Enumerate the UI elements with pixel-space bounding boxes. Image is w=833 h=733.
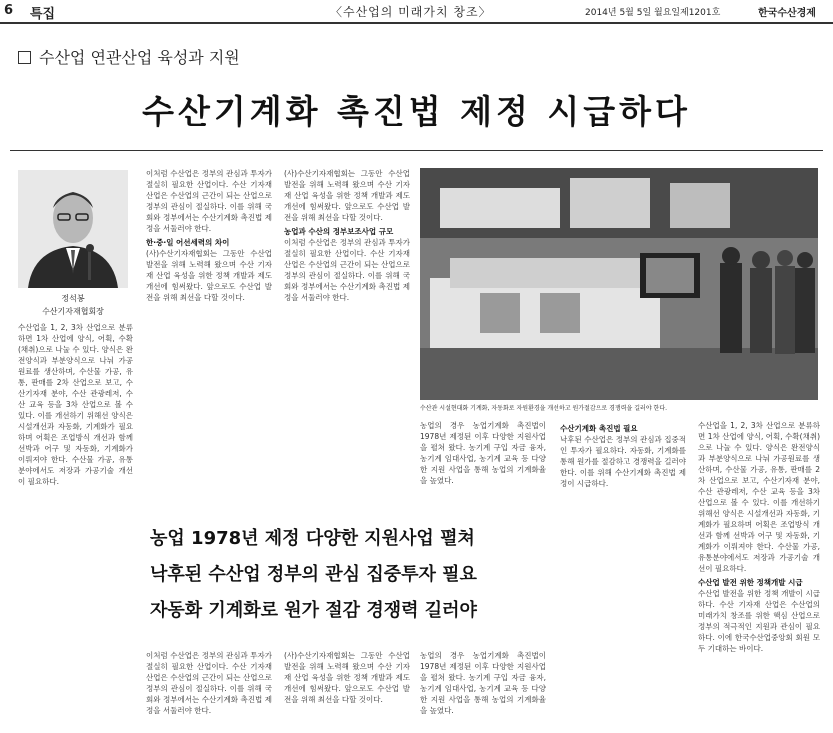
- masthead-logo: 한국수산경제: [758, 8, 816, 19]
- column-2-lower-text: 이처럼 수산업은 정부의 관심과 투자가 절실히 필요한 산업이다. 수산 기자재 산업은 수산업의 근간이 되는 산업으로 정부의 관심이 절실하다. 이를 위해 국회와 정부에서는 수산기계화 촉진법 제정을 서둘러야 한다.: [146, 651, 272, 715]
- column-3-text-b: 이처럼 수산업은 정부의 관심과 투자가 절실히 필요한 산업이다. 수산 기자재 산업은 수산업의 근간이 되는 산업으로 정부의 관심이 절실하다. 이를 위해 국회와 정부에서는 수산기계화 촉진법 제정을 서둘러야 한다.: [284, 238, 410, 302]
- section-label: 특집: [30, 7, 56, 22]
- article-column-2-lower: [146, 650, 272, 730]
- column-3-text: (사)수산기자재협회는 그동안 수산업 발전을 위해 노력해 왔으며 수산 기자재 산업 육성을 위한 정책 개발과 제도 개선에 힘써왔다. 앞으로도 수산업 발전을 위해 최선을 다할 것이다.: [284, 169, 410, 222]
- exhibition-photo: [420, 168, 818, 400]
- column-4-lower-text: 농업의 경우 농업기계화 촉진법이 1978년 제정된 이후 다양한 지원사업을 펼쳐 왔다. 농기계 구입 자금 융자, 농기계 임대사업, 농기계 교육 등 다양한 지원 사업을 통해 농업의 기계화율을 높였다.: [420, 651, 546, 715]
- column-6-subhead: 수산업 발전 위한 정책개발 시급: [698, 578, 803, 587]
- column-2-subhead: 한·중·일 어선세력의 차이: [146, 238, 230, 247]
- article-column-2: [146, 168, 272, 513]
- column-4-text: 농업의 경우 농업기계화 촉진법이 1978년 제정된 이후 다양한 지원사업을 펼쳐 왔다. 농기계 구입 자금 융자, 농기계 임대사업, 농기계 교육 등 다양한 지원 사업을 통해 농업의 기계화율을 높였다.: [420, 421, 546, 485]
- column-3-lower-text: (사)수산기자재협회는 그동안 수산업 발전을 위해 노력해 왔으며 수산 기자재 산업 육성을 위한 정책 개발과 제도 개선에 힘써왔다. 앞으로도 수산업 발전을 위해 최선을 다할 것이다.: [284, 651, 410, 704]
- page-number: 6: [4, 3, 14, 18]
- series-title: 〈수산업의 미래가치 창조〉: [330, 5, 492, 19]
- column-5-text: 낙후된 수산업은 정부의 관심과 집중적인 투자가 필요하다. 자동화, 기계화를 통해 원가를 절감하고 경쟁력을 길러야 한다. 이를 위해 수산기계화 촉진법 제정이 시급하다.: [560, 435, 686, 488]
- column-3-subhead: 농업과 수산의 정부보조사업 규모: [284, 227, 394, 236]
- column-2-text-b: (사)수산기자재협회는 그동안 수산업 발전을 위해 노력해 왔으며 수산 기자재 산업 육성을 위한 정책 개발과 제도 개선에 힘써왔다. 앞으로도 수산업 발전을 위해 최선을 다할 것이다.: [146, 249, 272, 302]
- column-6-text-a: 수산업을 1, 2, 3차 산업으로 분류하면 1차 산업에 양식, 어획, 수확(채취)으로 나눌 수 있다. 양식은 완전양식과 부분양식으로 나눠 가공원료를 생산하며, 수산물 가공, 유통, 판매를 2차 산업으로 보고, 수산기자재 분야, 수산 관광레저, 수산 교육 등을 3차 산업으로 볼 수 있다. 이를 개선하기 위해선 양식은 시설개선과 자동화, 기계화가 필요하며 어획은 조업방식 개선과 함께 선박과 어구 및 자동화, 기계화가 이뤄져야 한다. 수산물 가공, 유통분야에서도 저장과 가공기술 개선이 필요하다.: [698, 421, 820, 573]
- headline-rule: [10, 150, 823, 151]
- pull-quote-line-1: 농업 1978년 제정 다양한 지원사업 펼쳐: [150, 528, 475, 549]
- article-headline: 수산기계화 촉진법 제정 시급하다: [142, 92, 691, 131]
- pull-quote-line-2: 낙후된 수산업 정부의 관심 집중투자 필요: [150, 564, 477, 585]
- pull-quote: [150, 520, 530, 638]
- kicker-text: 수산업 연관산업 육성과 지원: [39, 48, 240, 67]
- article-column-3-lower: [284, 650, 410, 730]
- exhibition-image: [420, 168, 818, 400]
- article-kicker: [18, 45, 240, 68]
- article-column-1: [18, 322, 133, 732]
- column-6-text: 수산업 발전을 위한 정책 개발이 시급하다. 수산 기자재 산업은 수산업의 미래가치 창조를 위한 핵심 산업으로 정부의 적극적인 지원과 관심이 필요하다. 이에 한국수산업중앙회 회원 모두 기대하는 바이다.: [698, 589, 820, 653]
- article-column-4: [420, 420, 546, 510]
- column-1-text: 수산업을 1, 2, 3차 산업으로 분류하면 1차 산업에 양식, 어획, 수확(채취)으로 나눌 수 있다. 양식은 완전양식과 부분양식으로 나눠 가공원료를 생산하며, 수산물 가공, 유통, 판매를 2차 산업으로 보고, 수산기자재 분야, 수산 관광레저, 수산 교육 등을 3차 산업으로 볼 수 있다. 이를 개선하기 위해선 양식은 시설개선과 자동화, 기계화가 필요하며 어획은 조업방식 개선과 함께 선박과 어구 및 자동화, 기계화가 이뤄져야 한다. 수산물 가공, 유통분야에서도 저장과 가공기술 개선이 필요하다.: [18, 323, 133, 486]
- issue-date: 2014년 5월 5일 월요일: [585, 8, 681, 18]
- issue-number: 제1201호: [680, 8, 721, 18]
- article-column-6: [698, 420, 820, 730]
- photo-caption: 수산관 시설현대화 기계화, 자동화로 자원환경을 개선하고 원가절감으로 경쟁력을 길러야 한다.: [420, 405, 668, 412]
- portrait-title: 수산기자재협회장: [42, 307, 104, 316]
- article-column-5: [560, 420, 686, 730]
- page-header: [0, 0, 833, 24]
- pull-quote-line-3: 자동화 기계화로 원가 절감 경쟁력 길러야: [150, 600, 477, 621]
- portrait-name: 정석봉: [61, 294, 85, 303]
- column-5-subhead: 수산기계화 촉진법 필요: [560, 424, 638, 433]
- article-column-4-lower: [420, 650, 546, 730]
- article-column-3: [284, 168, 410, 513]
- portrait-image: [18, 170, 128, 288]
- column-2-text: 이처럼 수산업은 정부의 관심과 투자가 절실히 필요한 산업이다. 수산 기자재 산업은 수산업의 근간이 되는 산업으로 정부의 관심이 절실하다. 이를 위해 국회와 정부에서는 수산기계화 촉진법 제정을 서둘러야 한다.: [146, 169, 272, 233]
- author-portrait: [18, 170, 128, 288]
- checkbox-square-icon: [18, 51, 31, 64]
